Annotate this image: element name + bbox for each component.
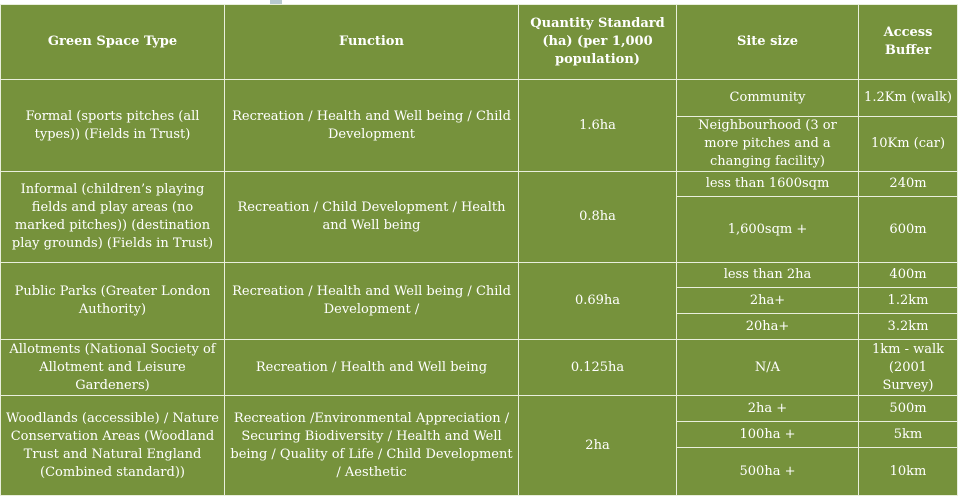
green-space-standards-table — [0, 4, 958, 496]
cell-function: Recreation / Child Development / Health and Well being — [225, 172, 519, 263]
cell-type: Allotments (National Society of Allotment and Leisure Gardeners) — [1, 340, 225, 396]
cell-site-size: less than 2ha — [677, 263, 859, 288]
table-row — [1, 172, 958, 197]
cell-access-buffer: 10Km (car) — [859, 117, 958, 172]
header-green-space-type: Green Space Type — [1, 5, 225, 80]
cell-site-size: Community — [677, 80, 859, 117]
cell-quantity: 0.125ha — [519, 340, 677, 396]
cell-site-size: less than 1600sqm — [677, 172, 859, 197]
header-quantity-standard: Quantity Standard (ha) (per 1,000 population) — [519, 5, 677, 80]
cell-access-buffer: 3.2km — [859, 314, 958, 340]
cell-type: Public Parks (Greater London Authority) — [1, 263, 225, 340]
cell-site-size: 2ha+ — [677, 288, 859, 314]
cell-site-size: 20ha+ — [677, 314, 859, 340]
table-row — [1, 80, 958, 117]
cell-quantity: 2ha — [519, 396, 677, 496]
cell-type: Informal (children’s playing fields and play areas (no marked pitches)) (destination play grounds) (Fields in Trust) — [1, 172, 225, 263]
cell-access-buffer: 500m — [859, 396, 958, 422]
cell-access-buffer: 10km — [859, 448, 958, 496]
cell-function: Recreation /Environmental Appreciation / Securing Biodiversity / Health and Well being / Quality of Life / Child Development / Aesthetic — [225, 396, 519, 496]
header-function: Function — [225, 5, 519, 80]
cell-access-buffer: 240m — [859, 172, 958, 197]
cell-site-size: 100ha + — [677, 422, 859, 448]
cell-function: Recreation / Health and Well being / Child Development / — [225, 263, 519, 340]
cell-access-buffer: 400m — [859, 263, 958, 288]
cell-access-buffer: 1.2Km (walk) — [859, 80, 958, 117]
table-row — [1, 396, 958, 422]
cell-access-buffer: 600m — [859, 197, 958, 263]
cell-site-size: 2ha + — [677, 396, 859, 422]
cell-site-size: 500ha + — [677, 448, 859, 496]
cell-quantity: 0.8ha — [519, 172, 677, 263]
cell-quantity: 1.6ha — [519, 80, 677, 172]
table-row — [1, 340, 958, 396]
cell-access-buffer: 1km - walk (2001 Survey) — [859, 340, 958, 396]
cell-function: Recreation / Health and Well being — [225, 340, 519, 396]
cell-site-size: Neighbourhood (3 or more pitches and a changing facility) — [677, 117, 859, 172]
header-access-buffer: Access Buffer — [859, 5, 958, 80]
cell-quantity: 0.69ha — [519, 263, 677, 340]
cell-type: Formal (sports pitches (all types)) (Fields in Trust) — [1, 80, 225, 172]
cell-access-buffer: 1.2km — [859, 288, 958, 314]
cell-site-size: N/A — [677, 340, 859, 396]
header-site-size: Site size — [677, 5, 859, 80]
cell-function: Recreation / Health and Well being / Child Development — [225, 80, 519, 172]
cell-site-size: 1,600sqm + — [677, 197, 859, 263]
table-row — [1, 263, 958, 288]
cell-type: Woodlands (accessible) / Nature Conservation Areas (Woodland Trust and Natural England (Combined standard)) — [1, 396, 225, 496]
cell-access-buffer: 5km — [859, 422, 958, 448]
header-row — [1, 5, 958, 80]
